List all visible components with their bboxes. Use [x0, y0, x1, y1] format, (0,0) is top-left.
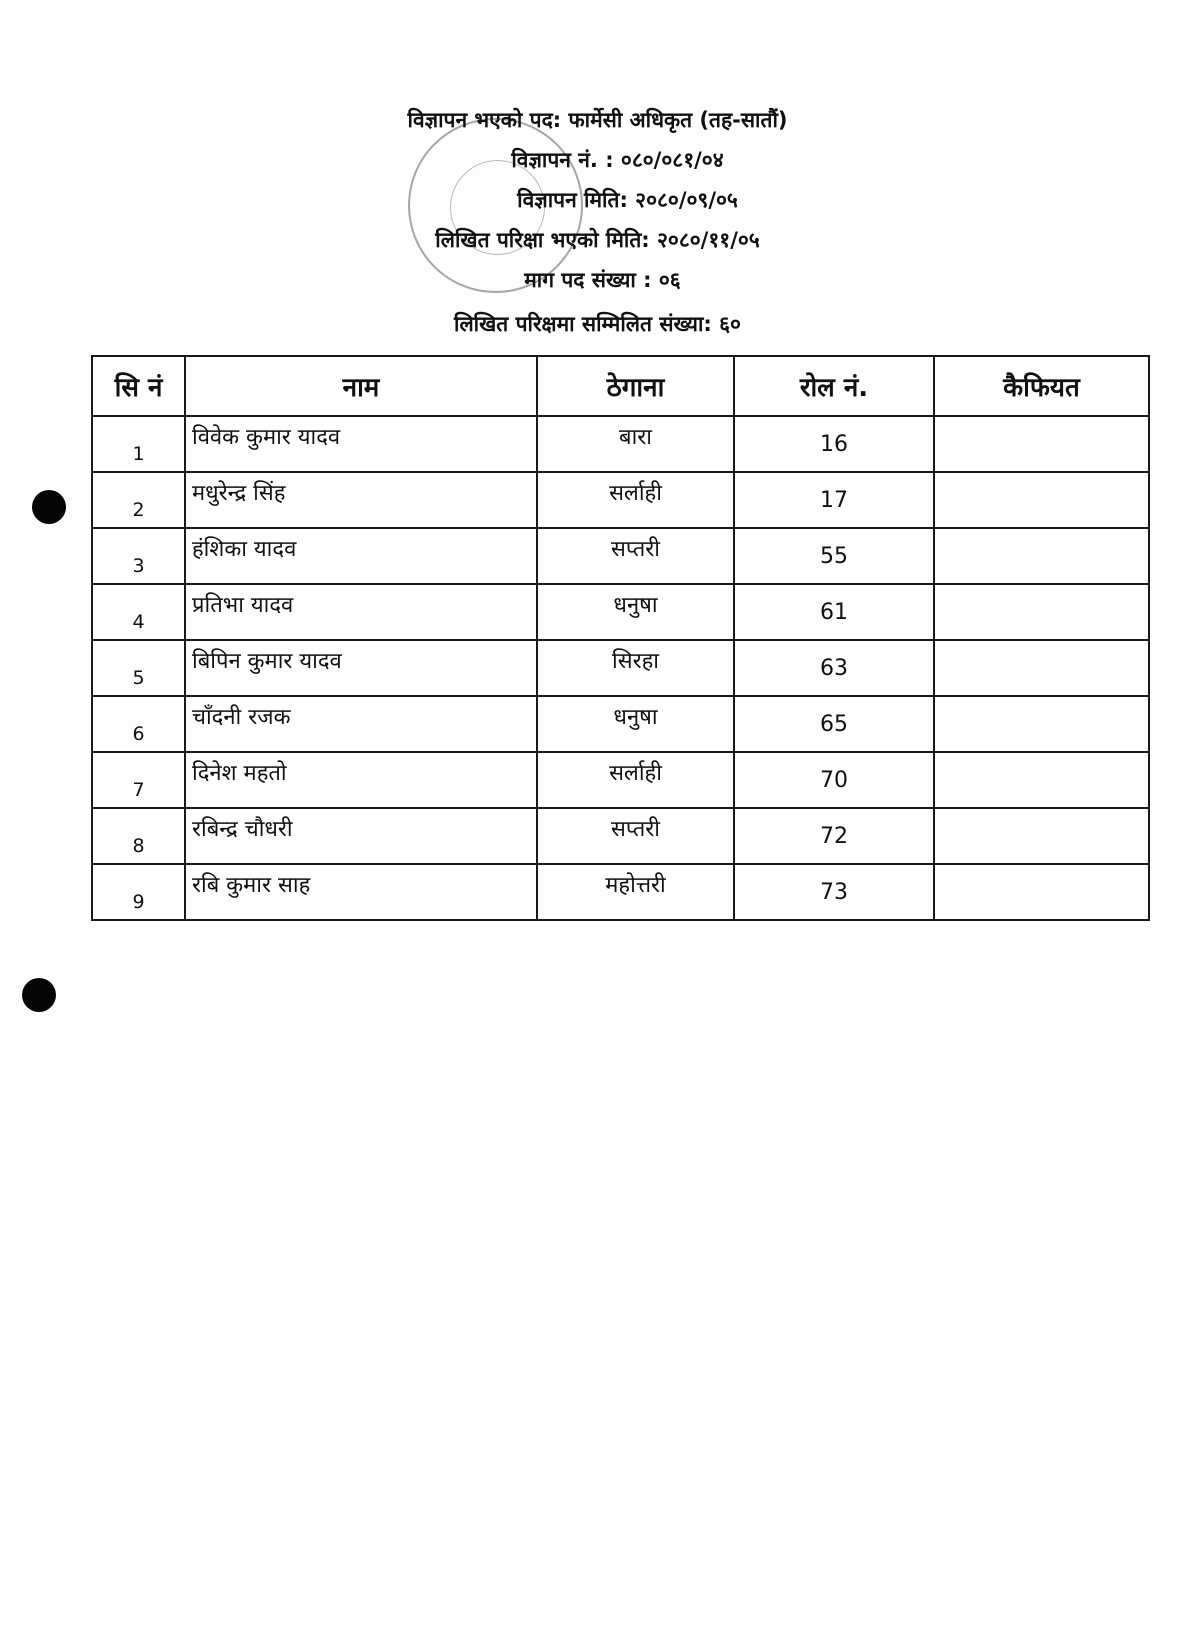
table-row [92, 640, 1149, 696]
cell-address: महोत्तरी [537, 864, 734, 920]
table-row [92, 416, 1149, 472]
cell-roll: 72 [734, 808, 934, 864]
header-remarks: कैफियत [934, 356, 1149, 416]
table-row [92, 752, 1149, 808]
results-table-wrapper [91, 355, 1148, 921]
cell-address: धनुषा [537, 584, 734, 640]
cell-sn: 8 [92, 808, 185, 864]
cell-sn: 4 [92, 584, 185, 640]
cell-remarks [934, 416, 1149, 472]
demand-posts: माग पद संख्या : ०६ [524, 268, 681, 292]
document-header [0, 100, 1195, 344]
ad-number: विज्ञापन नं. : ०८०/०८१/०४ [511, 148, 724, 172]
cell-sn: 7 [92, 752, 185, 808]
cell-name: रबि कुमार साह [185, 864, 537, 920]
table-row [92, 528, 1149, 584]
cell-address: सप्तरी [537, 808, 734, 864]
cell-name: बिपिन कुमार यादव [185, 640, 537, 696]
cell-sn: 5 [92, 640, 185, 696]
participants-count: लिखित परिक्षमा सम्मिलित संख्या: ६० [454, 312, 741, 336]
cell-sn: 9 [92, 864, 185, 920]
exam-date: लिखित परिक्षा भएको मिति: २०८०/११/०५ [435, 228, 760, 252]
cell-sn: 6 [92, 696, 185, 752]
cell-roll: 70 [734, 752, 934, 808]
cell-name: हंशिका यादव [185, 528, 537, 584]
cell-address: सर्लाही [537, 752, 734, 808]
cell-name: प्रतिभा यादव [185, 584, 537, 640]
cell-roll: 61 [734, 584, 934, 640]
table-row [92, 808, 1149, 864]
cell-sn: 2 [92, 472, 185, 528]
cell-address: सप्तरी [537, 528, 734, 584]
cell-remarks [934, 808, 1149, 864]
cell-name: रबिन्द्र चौधरी [185, 808, 537, 864]
cell-sn: 3 [92, 528, 185, 584]
cell-address: बारा [537, 416, 734, 472]
cell-address: सिरहा [537, 640, 734, 696]
table-row [92, 696, 1149, 752]
header-sn: सि नं [92, 356, 185, 416]
table-row [92, 472, 1149, 528]
ad-date: विज्ञापन मिति: २०८०/०९/०५ [517, 188, 738, 212]
cell-remarks [934, 696, 1149, 752]
cell-remarks [934, 528, 1149, 584]
cell-remarks [934, 752, 1149, 808]
header-address: ठेगाना [537, 356, 734, 416]
cell-address: धनुषा [537, 696, 734, 752]
cell-remarks [934, 864, 1149, 920]
cell-remarks [934, 584, 1149, 640]
cell-roll: 17 [734, 472, 934, 528]
cell-remarks [934, 472, 1149, 528]
cell-remarks [934, 640, 1149, 696]
cell-name: चाँदनी रजक [185, 696, 537, 752]
table-row [92, 864, 1149, 920]
post-title: विज्ञापन भएको पद: फार्मेसी अधिकृत (तह-सातौं) [407, 108, 788, 132]
cell-name: विवेक कुमार यादव [185, 416, 537, 472]
cell-name: दिनेश महतो [185, 752, 537, 808]
header-name: नाम [185, 356, 537, 416]
table-row [92, 584, 1149, 640]
table-header-row [92, 356, 1149, 416]
cell-roll: 65 [734, 696, 934, 752]
results-table [91, 355, 1150, 921]
cell-name: मधुरेन्द्र सिंह [185, 472, 537, 528]
cell-roll: 63 [734, 640, 934, 696]
cell-roll: 55 [734, 528, 934, 584]
cell-roll: 73 [734, 864, 934, 920]
cell-address: सर्लाही [537, 472, 734, 528]
cell-sn: 1 [92, 416, 185, 472]
cell-roll: 16 [734, 416, 934, 472]
punch-hole-bottom [22, 978, 56, 1012]
punch-hole-top [32, 490, 66, 524]
header-roll: रोल नं. [734, 356, 934, 416]
